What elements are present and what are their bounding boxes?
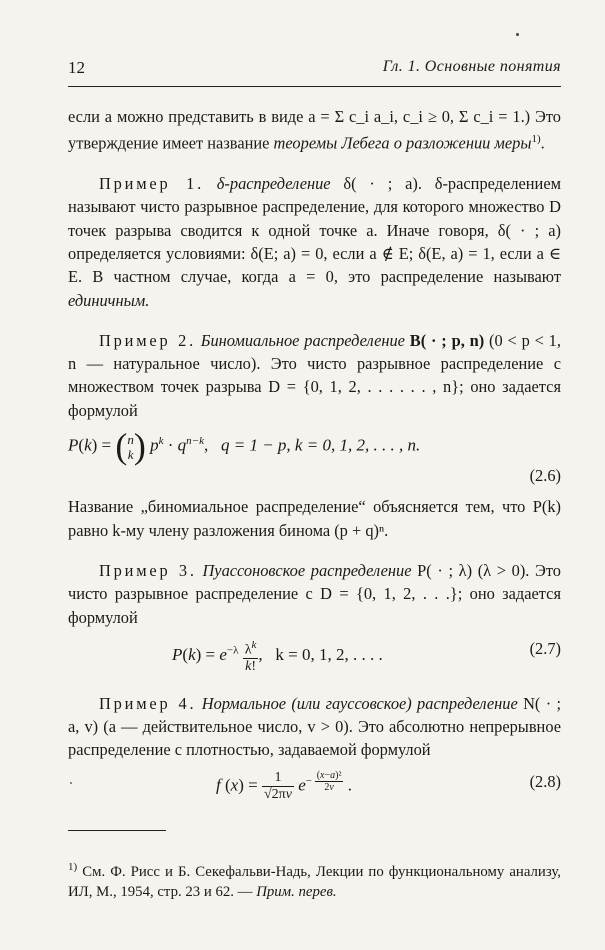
footnote-rule bbox=[68, 830, 166, 831]
example-4-title: Нормальное (или гауссовское) распределение bbox=[201, 693, 518, 713]
example-2-notation: B( · ; p, n) bbox=[409, 330, 485, 350]
footnote-translator-note: Прим. перев. bbox=[256, 883, 337, 900]
speck-mark bbox=[516, 33, 519, 36]
example-4-notation: N( · ; a, v) bbox=[68, 693, 561, 737]
page-header bbox=[68, 58, 561, 84]
example-4-text: (a — действительное число, v > 0). Это абсолютно непрерывное распределение с плотностью, задаваемой формулой bbox=[68, 717, 561, 760]
page-number: 12 bbox=[68, 58, 85, 77]
formula-2-6-rest: q = 1 − p, k = 0, 1, 2, . . . , n. bbox=[220, 435, 421, 455]
example-1-term: единичным. bbox=[68, 290, 150, 310]
formula-2-7 bbox=[68, 629, 561, 675]
footnote-text: См. Ф. Рисс и Б. Секефальви-Надь, Лекции по функциональному анализу, ИЛ, М., 1954, стр. 23 и 62. — bbox=[68, 863, 561, 900]
eq-number-2-6: (2.6) bbox=[529, 466, 561, 486]
formula-2-7-rest: k = 0, 1, 2, . . . . bbox=[275, 645, 383, 665]
running-title: Гл. 1. Основные понятия bbox=[382, 58, 561, 75]
example-1-title: δ-распределение bbox=[216, 174, 331, 194]
eq-number-2-8: (2.8) bbox=[529, 771, 561, 791]
page-body bbox=[68, 105, 561, 814]
formula-2-6 bbox=[68, 422, 561, 468]
footnote bbox=[68, 857, 561, 902]
example-3-text: (λ > 0). Это чисто разрывное распределение с D = {0, 1, 2, . . .}; оно задается формулой bbox=[68, 560, 561, 627]
example-2 bbox=[68, 329, 561, 422]
footnote-mark: 1) bbox=[68, 860, 78, 873]
formula-2-8 bbox=[68, 762, 561, 814]
example-4 bbox=[68, 692, 561, 762]
eq-number-2-7: (2.7) bbox=[529, 638, 561, 658]
example-3-title: Пуассоновское распределение bbox=[202, 560, 412, 580]
footnote-ref: 1) bbox=[531, 133, 541, 146]
example-2-text: (0 < p < 1, n — натуральное число). Это чисто разрывное распределение с множеством точек разрыва D = {0, 1, 2, . . . . . . , n}; оно задается формулой bbox=[68, 330, 561, 420]
poisson-formula: $P(k) = e^{-\lambda}$ $\frac{\lambda^k}{k!}$ , k = 0, 1, 2, . . . . bbox=[172, 638, 383, 675]
binomial-formula: P(k) = (n k) $p^k \cdot q^{n-k}$, q = 1 − p, k = 0, 1, 2, . . . , n. bbox=[68, 426, 421, 467]
theorem-name: теоремы Лебега о разложении меры bbox=[273, 133, 532, 153]
example-1-text: δ-распределением называют чисто разрывное распределение, для которого множество D точек разрыва сводится к одной точке a. Иначе говоря, δ( · ; a) определяется условиями: δ(E; a) = 0, если a ∉ E; δ(E, a) = 1, если a ∈ E. В частном случае, когда a = 0, это распределение называют bbox=[68, 174, 561, 287]
example-3-notation: P( · ; λ) bbox=[417, 560, 473, 580]
example-1-notation: δ( · ; a). bbox=[343, 174, 422, 194]
normal-density-formula: f (x) = $\frac{1}{√2\pi v}$ $e^{- \frac{\text{(x−a)²}}{2v}}$ . bbox=[216, 769, 352, 802]
example-2-label: Пример 2. bbox=[99, 330, 196, 350]
example-4-label: Пример 4. bbox=[99, 693, 197, 713]
example-1 bbox=[68, 172, 561, 312]
example-2-title: Биномиальное распределение bbox=[200, 330, 405, 350]
binomial-note: Название „биномиальное распределение“ объясняется тем, что P(k) равно k-му члену разложения бинома (p + q)ⁿ. bbox=[68, 497, 561, 540]
example-3-label: Пример 3. bbox=[99, 560, 197, 580]
example-1-label: Пример 1. bbox=[99, 174, 204, 194]
header-rule bbox=[68, 86, 561, 87]
intro-text: если a можно представить в виде a = Σ c_i a_i, c_i ≥ 0, Σ c_i = 1.) Это утверждение имеет название bbox=[68, 107, 561, 153]
example-3 bbox=[68, 559, 561, 629]
intro-paragraph: если a можно представить в виде a = Σ c_i a_i, c_i ≥ 0, Σ c_i = 1.) Это утверждение имеет название теоремы Лебега о разложении меры$^{1)}$. bbox=[68, 107, 561, 153]
